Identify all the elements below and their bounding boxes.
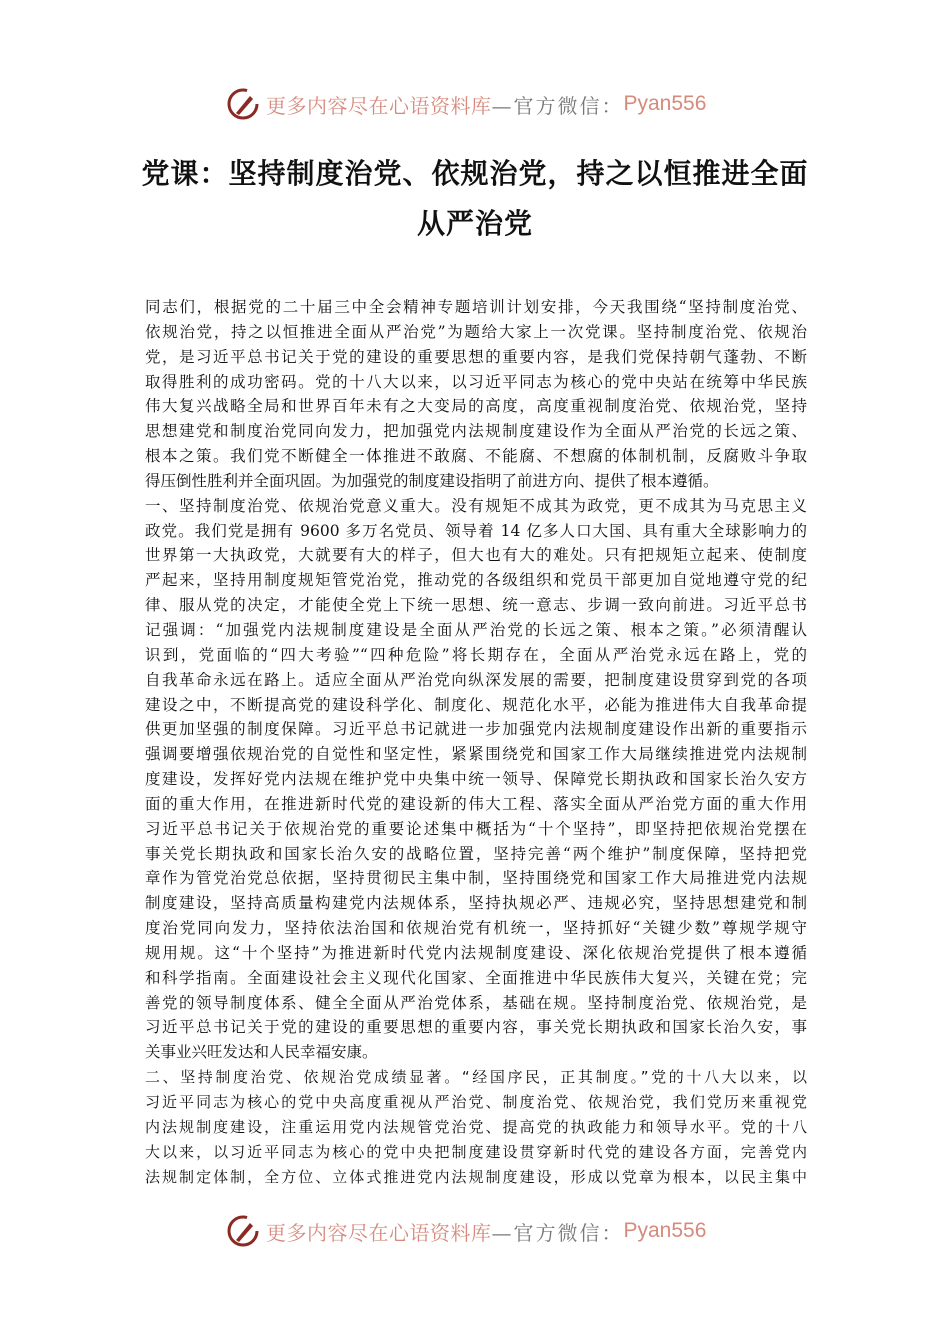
text-line: 章作为管党治党总依据，坚持贯彻民主集中制，坚持围绕党和国家工作大局推进党内法规 xyxy=(145,869,807,888)
text-line: 取得胜利的成功密码。党的十八大以来，以习近平同志为核心的党中央站在统筹中华民族 xyxy=(145,372,807,391)
text-line: 思想建党和制度治党同向发力，把加强党内法规制度建设作为全面从严治党的长远之策、 xyxy=(145,422,807,441)
document-title-line-2: 从严治党 xyxy=(416,207,533,240)
text-line: 根本之策。我们党不断健全一体推进不敢腐、不能腐、不想腐的体制机制，反腐败斗争取 xyxy=(145,447,807,466)
document-title-line-1: 党课：坚持制度治党、依规治党，持之以恒推进全面 xyxy=(141,157,809,190)
text-line: 党，是习近平总书记关于党的建设的重要思想的重要内容，是我们党保持朝气蓬勃、不断 xyxy=(145,347,807,366)
pen-logo-icon xyxy=(226,1214,260,1248)
text-line: 度治党同向发力，坚持依法治国和依规治党有机统一，坚持抓好“关键少数”尊规学规守 xyxy=(145,919,807,938)
document-body xyxy=(145,295,807,1189)
text-line: 关事业兴旺发达和人民幸福安康。 xyxy=(145,1043,378,1062)
text-line: 法规制定体制，全方位、立体式推进党内法规制度建设，形成以党章为根本，以民主集中 xyxy=(145,1167,807,1186)
text-line: 制度建设，坚持高质量构建党内法规体系，坚持执规必严、违规必究，坚持思想建党和制 xyxy=(145,894,807,913)
paragraph-section-2 xyxy=(145,1065,807,1189)
text-line: 强调要增强依规治党的自觉性和坚定性，紧紧围绕党和国家工作大局继续推进党内法规制 xyxy=(145,745,807,764)
watermark-separator: —官方微信： xyxy=(491,93,624,118)
paragraph-intro xyxy=(145,295,807,494)
text-line: 自我革命永远在路上。适应全面从严治党向纵深发展的需要，把制度建设贯穿到党的各项 xyxy=(145,670,807,689)
text-line: 和科学指南。全面建设社会主义现代化国家、全面推进中华民族伟大复兴，关键在党；完 xyxy=(145,968,807,987)
text-line: 建设之中，不断提高党的建设科学化、制度化、规范化水平，必能为推进伟大自我革命提 xyxy=(145,695,807,714)
text-line: 度建设，发挥好党内法规在维护党中央集中统一领导、保障党长期执政和国家长治久安方 xyxy=(145,770,807,789)
paragraph-section-1 xyxy=(145,494,807,1065)
text-line: 得压倒性胜利并全面巩固。为加强党的制度建设指明了前进方向、提供了根本遵循。 xyxy=(145,471,719,490)
text-line: 习近平同志为核心的党中央高度重视从严治党、制度治党、依规治党，我们党历来重视党 xyxy=(145,1093,807,1111)
pen-logo-icon xyxy=(226,87,260,121)
text-line: 二、坚持制度治党、依规治党成绩显著。“经国序民，正其制度。”党的十八大以来，以 xyxy=(145,1068,807,1087)
text-line: 记强调：“加强党内法规制度建设是全面从严治党的长远之策、根本之策。”必须清醒认 xyxy=(145,620,807,639)
text-line: 政党。我们党是拥有 9600 多万名党员、领导着 14 亿多人口大国、具有重大全球影响力的 xyxy=(145,521,807,540)
text-line: 习近平总书记关于依规治党的重要论述集中概括为“十个坚持”，即坚持把依规治党摆在 xyxy=(145,819,807,838)
text-line: 识到，党面临的“四大考验”“四种危险”将长期存在，全面从严治党永远在路上，党的 xyxy=(145,645,807,664)
text-line: 大以来，以习近平同志为核心的党中央把制度建设贯穿新时代党的建设各方面，完善党内 xyxy=(145,1142,807,1161)
watermark-text: 更多内容尽在心语资料库 xyxy=(266,1220,492,1245)
text-line: 严起来，坚持用制度规矩管党治党，推动党的各级组织和党员干部更加自觉地遵守党的纪 xyxy=(145,571,807,590)
text-line: 事关党长期执政和国家长治久安的战略位置，坚持完善“两个维护”制度保障，坚持把党 xyxy=(145,844,807,863)
text-line: 善党的领导制度体系、健全全面从严治党体系，基础在规。坚持制度治党、依规治党，是 xyxy=(145,993,807,1012)
text-line: 依规治党，持之以恒推进全面从严治党”为题给大家上一次党课。坚持制度治党、依规治 xyxy=(145,322,807,341)
watermark-wechat-id: Pyan556 xyxy=(623,92,707,115)
watermark-wechat-id: Pyan556 xyxy=(623,1219,707,1242)
text-line: 世界第一大执政党，大就要有大的样子，但大也有大的难处。只有把规矩立起来、使制度 xyxy=(145,546,807,565)
text-line: 同志们，根据党的二十届三中全会精神专题培训计划安排，今天我围绕“坚持制度治党、 xyxy=(145,298,807,316)
text-line: 规用规。这“十个坚持”为推进新时代党内法规制度建设、深化依规治党提供了根本遵循 xyxy=(145,943,807,962)
text-line: 面的重大作用，在推进新时代党的建设新的伟大工程、落实全面从严治党方面的重大作用 xyxy=(145,794,807,813)
text-line: 供更加坚强的制度保障。习近平总书记就进一步加强党内法规制度建设作出新的重要指示 xyxy=(145,720,807,739)
text-line: 一、坚持制度治党、依规治党意义重大。没有规矩不成其为政党，更不成其为马克思主义 xyxy=(145,496,807,515)
text-line: 内法规制度建设，注重运用党内法规管党治党、提高党的执政能力和领导水平。党的十八 xyxy=(145,1117,807,1136)
watermark-separator: —官方微信： xyxy=(491,1220,624,1245)
watermark-text: 更多内容尽在心语资料库 xyxy=(266,93,492,118)
watermark-header xyxy=(226,84,726,124)
text-line: 习近平总书记关于党的建设的重要思想的重要内容，事关党长期执政和国家长治久安，事 xyxy=(145,1018,807,1037)
watermark-footer xyxy=(226,1211,726,1251)
text-line: 律、服从党的决定，才能使全党上下统一思想、统一意志、步调一致向前进。习近平总书 xyxy=(145,596,807,615)
text-line: 伟大复兴战略全局和世界百年未有之大变局的高度，高度重视制度治党、依规治党，坚持 xyxy=(145,397,807,416)
